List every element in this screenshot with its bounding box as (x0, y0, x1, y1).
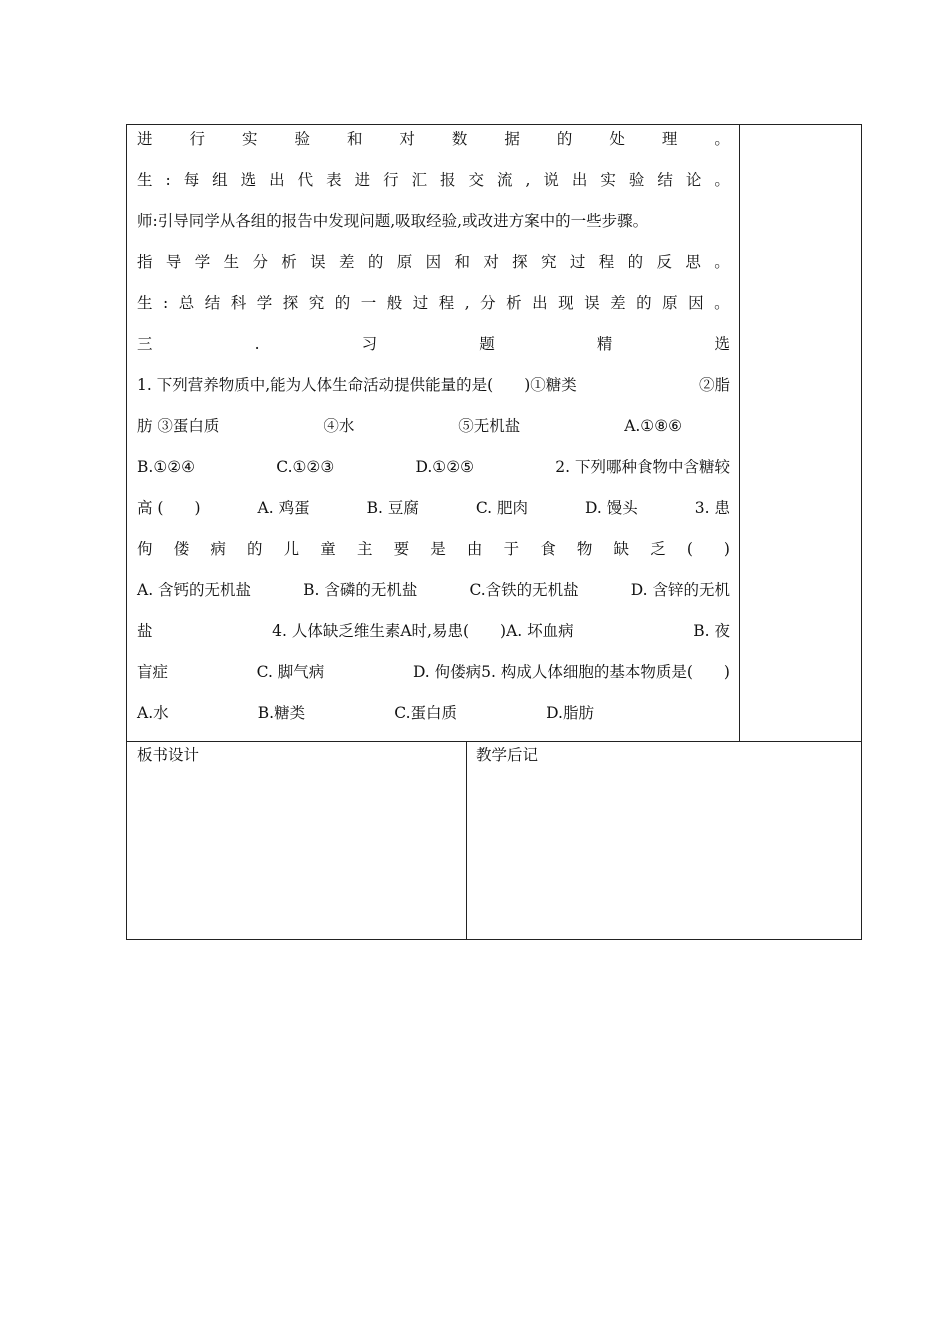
text-segment: 流 (497, 171, 513, 189)
text-segment: D. 佝偻病5. 构成人体细胞的基本物质是( ) (412, 663, 730, 681)
table-divider-bottom (466, 741, 467, 939)
text-segment: : (163, 294, 169, 312)
text-segment: A.水 (137, 704, 169, 722)
text-segment: 分 (252, 253, 268, 271)
text-segment: 。 (714, 130, 730, 148)
text-segment: 报 (440, 171, 456, 189)
text-segment: 。 (714, 171, 730, 189)
table-divider-horizontal (127, 741, 861, 742)
text-segment: 病 (210, 540, 226, 558)
text-segment: 探 (282, 294, 299, 312)
text-segment: ④水 (323, 417, 355, 435)
text-segment: A. 鸡蛋 (257, 499, 310, 517)
question-2-options (137, 496, 730, 520)
text-segment: B. 豆腐 (366, 499, 419, 517)
text-segment: 思 (685, 253, 701, 271)
text-segment: 因 (425, 253, 442, 271)
text-segment: 学 (256, 294, 273, 312)
text-segment: 程 (438, 294, 455, 312)
text-segment: 缺 (613, 540, 630, 558)
text-segment: 验 (628, 171, 645, 189)
text-segment: , (525, 171, 531, 189)
text-segment: A. 含钙的无机盐 (137, 581, 252, 599)
question-1-line (137, 373, 730, 397)
text-segment: 析 (506, 294, 522, 312)
text-segment: 食 (540, 540, 556, 558)
text-segment: 精 (596, 335, 613, 353)
text-segment: 的 (556, 130, 573, 148)
blackboard-design-title: 板书设计 (137, 746, 200, 764)
text-segment: C.蛋白质 (394, 704, 457, 722)
text-segment: 是 (430, 540, 446, 558)
text-segment: 指 (137, 253, 153, 271)
text-segment: 探 (512, 253, 528, 271)
text-segment: 的 (367, 253, 384, 271)
text-segment: 要 (393, 540, 410, 558)
text-segment: C.①②③ (276, 458, 335, 476)
question-2-line (137, 455, 730, 479)
text-segment: 总 (178, 294, 195, 312)
text-segment: 。 (714, 253, 730, 271)
text-segment: 反 (656, 253, 672, 271)
text-segment: 论 (685, 171, 702, 189)
text-segment: 行 (383, 171, 399, 189)
text-segment: 4. 人体缺乏维生素A时,易患( )A. 坏血病 (272, 622, 574, 640)
text-segment: 误 (584, 294, 600, 312)
text-segment: 实 (600, 171, 616, 189)
text-segment: D.脂肪 (546, 704, 594, 722)
text-segment: D. 含锌的无机 (630, 581, 730, 599)
text-segment: 每 (183, 171, 200, 189)
text-segment: 现 (558, 294, 574, 312)
text-segment: 结 (204, 294, 221, 312)
text-segment: 原 (396, 253, 413, 271)
text-segment: 表 (326, 171, 342, 189)
text-segment: ⑤无机盐 (458, 417, 521, 435)
text-segment: 乏 (650, 540, 666, 558)
text-segment: C. 肥肉 (475, 499, 529, 517)
line-1 (137, 127, 730, 151)
text-segment: C. 脚气病 (256, 663, 325, 681)
text-segment: 习 (361, 335, 378, 353)
text-segment: 出 (532, 294, 548, 312)
text-segment: 的 (636, 294, 652, 312)
text-segment: 析 (281, 253, 297, 271)
text-segment: D. 馒头 (585, 499, 638, 517)
text-segment: 数 (451, 130, 468, 148)
section-heading-exercises (137, 332, 730, 356)
text-segment: 分 (480, 294, 496, 312)
text-segment: 差 (339, 253, 355, 271)
text-segment: 生 (223, 253, 240, 271)
question-3-options (137, 578, 730, 602)
text-segment: B. 夜 (693, 622, 730, 640)
text-segment: , (464, 294, 470, 312)
text-segment: 代 (297, 171, 314, 189)
text-segment: 究 (541, 253, 557, 271)
text-segment: 佝 (137, 540, 153, 558)
text-segment: B.①②④ (137, 458, 196, 476)
text-segment: 说 (543, 171, 559, 189)
text-segment: 学 (194, 253, 211, 271)
text-segment: 和 (346, 130, 363, 148)
text-segment: : (165, 171, 171, 189)
text-segment: 导 (165, 253, 182, 271)
question-5-options (137, 701, 730, 725)
text-segment: A.①⑧⑥ (624, 417, 682, 435)
text-segment: 2. 下列哪种食物中含糖较 (555, 458, 730, 476)
text-segment: B. 含磷的无机盐 (303, 581, 418, 599)
text-segment: 生 (137, 171, 153, 189)
text-segment: 据 (504, 130, 520, 148)
text-segment: ②脂 (698, 376, 730, 394)
text-segment: 进 (354, 171, 371, 189)
text-segment: C.含铁的无机盐 (469, 581, 579, 599)
text-segment: 偻 (173, 540, 190, 558)
text-segment: . (254, 335, 260, 353)
text-segment: 儿 (283, 540, 300, 558)
text-segment: 的 (246, 540, 263, 558)
text-segment: 行 (189, 130, 205, 148)
text-segment: 理 (661, 130, 678, 148)
text-segment: 出 (269, 171, 285, 189)
text-segment: 盲症 (137, 663, 169, 681)
text-segment: 生 (137, 294, 153, 312)
text-segment: 出 (571, 171, 588, 189)
table-divider-right-column (739, 125, 740, 741)
text-segment: 肪 ③蛋白质 (137, 417, 220, 435)
text-segment: 一 (360, 294, 377, 312)
text-segment: 主 (356, 540, 373, 558)
text-segment: 误 (310, 253, 326, 271)
line-2 (137, 168, 730, 192)
text-segment: 选 (714, 335, 730, 353)
text-segment: 过 (569, 253, 586, 271)
line-4 (137, 250, 730, 274)
text-segment: 对 (483, 253, 499, 271)
text-segment: 三 (137, 335, 153, 353)
text-segment: 题 (479, 335, 495, 353)
text-segment: B.糖类 (257, 704, 306, 722)
text-segment: 结 (657, 171, 673, 189)
text-segment: 高 ( ) (137, 499, 201, 517)
question-4-5-line (137, 660, 730, 684)
text-segment: 验 (294, 130, 310, 148)
text-segment: 的 (334, 294, 351, 312)
text-segment: 处 (609, 130, 625, 148)
question-1-options (137, 414, 730, 438)
text-segment: 汇 (411, 171, 428, 189)
text-segment: 进 (137, 130, 153, 148)
text-segment: 究 (308, 294, 325, 312)
teaching-notes-title: 教学后记 (476, 746, 539, 764)
text-segment: 3. 患 (694, 499, 730, 517)
text-segment: 过 (412, 294, 429, 312)
text-segment: 实 (241, 130, 258, 148)
text-segment: 和 (454, 253, 470, 271)
text-segment: 。 (714, 294, 730, 312)
text-segment: 选 (240, 171, 257, 189)
text-segment: 于 (503, 540, 520, 558)
text-segment: 物 (576, 540, 593, 558)
question-4-line (137, 619, 730, 643)
text-segment: 原 (662, 294, 678, 312)
text-segment: D.①②⑤ (415, 458, 474, 476)
lesson-plan-table (126, 124, 862, 940)
question-3-line (137, 537, 730, 561)
text-segment: 组 (212, 171, 228, 189)
text-segment: 般 (386, 294, 403, 312)
text-segment: 的 (627, 253, 644, 271)
text-segment: 对 (399, 130, 415, 148)
text-segment: 差 (610, 294, 626, 312)
text-segment: 交 (468, 171, 485, 189)
text-segment: 1. 下列营养物质中,能为人体生命活动提供能量的是( )①糖类 (137, 376, 577, 394)
text-segment: ( ) (686, 540, 730, 558)
text-segment: 程 (598, 253, 615, 271)
text-segment: 盐 (137, 622, 153, 640)
text-segment: 童 (320, 540, 336, 558)
text-segment: 科 (230, 294, 247, 312)
text-segment: 由 (466, 540, 483, 558)
line-3: 师:引导同学从各组的报告中发现问题,吸取经验,或改进方案中的一些步骤。 (137, 212, 649, 230)
text-segment: 因 (688, 294, 704, 312)
line-5 (137, 291, 730, 315)
